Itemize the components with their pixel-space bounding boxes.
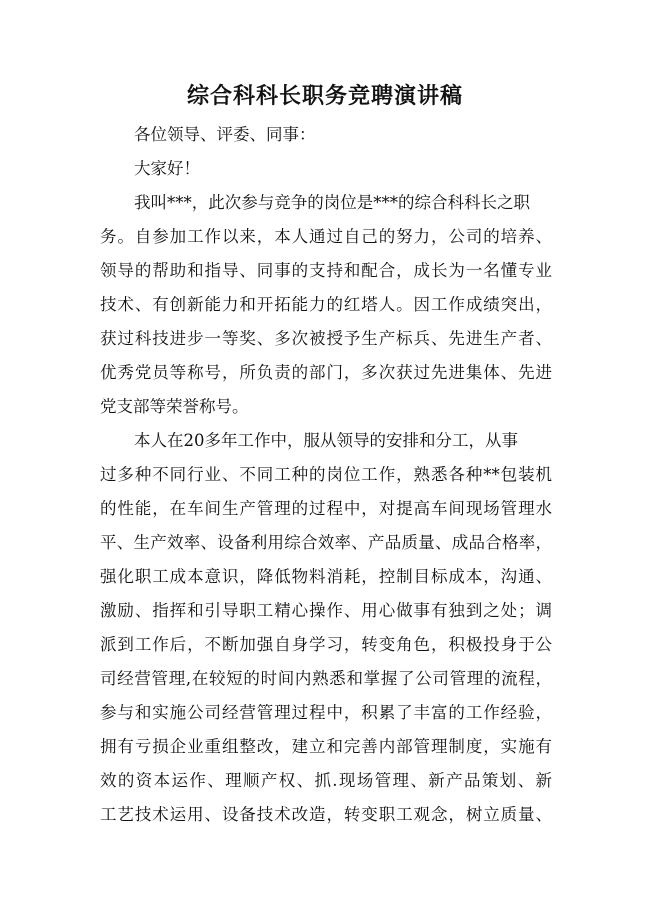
paragraph-line: 的性能，在车间生产管理的过程中，对提高车间现场管理水 [100, 499, 552, 518]
paragraph-line: 参与和实施公司经营管理过程中，积累了丰富的工作经验， [100, 703, 552, 722]
paragraph-line: 强化职工成本意识，降低物料消耗，控制目标成本，沟通、 [100, 567, 552, 586]
paragraph-line: 过多种不同行业、不同工种的岗位工作，熟悉各种**包装机 [100, 465, 552, 484]
paragraph-line: 务。自参加工作以来，本人通过自己的努力，公司的培养、 [100, 227, 552, 246]
paragraph-line: 党支部等荣誉称号。 [100, 397, 249, 416]
paragraph-line: 领导的帮助和指导、同事的支持和配合，成长为一名懂专业 [100, 261, 552, 280]
paragraph-line: 技术、有创新能力和开拓能力的红塔人。因工作成绩突出， [100, 295, 552, 314]
paragraph-line: 激励、指挥和引导职工精心操作、用心做事有独到之处；调 [100, 601, 552, 620]
paragraph-line: 优秀党员等称号，所负责的部门，多次获过先进集体、先进 [100, 363, 552, 382]
paragraph-line: 拥有亏损企业重组整改，建立和完善内部管理制度，实施有 [100, 737, 552, 756]
paragraph-line: 工艺技术运用、设备技术改造，转变职工观念，树立质量、 [100, 805, 552, 824]
paragraph-line: 本人在20多年工作中，服从领导的安排和分工，从事 [134, 431, 518, 450]
paragraph-line: 司经营管理,在较短的时间内熟悉和掌握了公司管理的流程， [100, 669, 552, 688]
greeting-line: 大家好！ [134, 159, 200, 178]
paragraph-line: 获过科技进步一等奖、多次被授予生产标兵、先进生产者、 [100, 329, 552, 348]
salutation-line: 各位领导、评委、同事： [134, 125, 316, 144]
paragraph-line: 平、生产效率、设备利用综合效率、产品质量、成品合格率， [100, 533, 552, 552]
paragraph-line: 效的资本运作、理顺产权、抓.现场管理、新产品策划、新 [100, 771, 552, 790]
paragraph-line: 派到工作后，不断加强自身学习，转变角色，积极投身于公 [100, 635, 552, 654]
document-title: 综合科科长职务竞聘演讲稿 [186, 83, 463, 109]
paragraph-line: 我叫***，此次参与竞争的岗位是***的综合科科长之职 [134, 193, 530, 212]
document-body [100, 118, 552, 832]
